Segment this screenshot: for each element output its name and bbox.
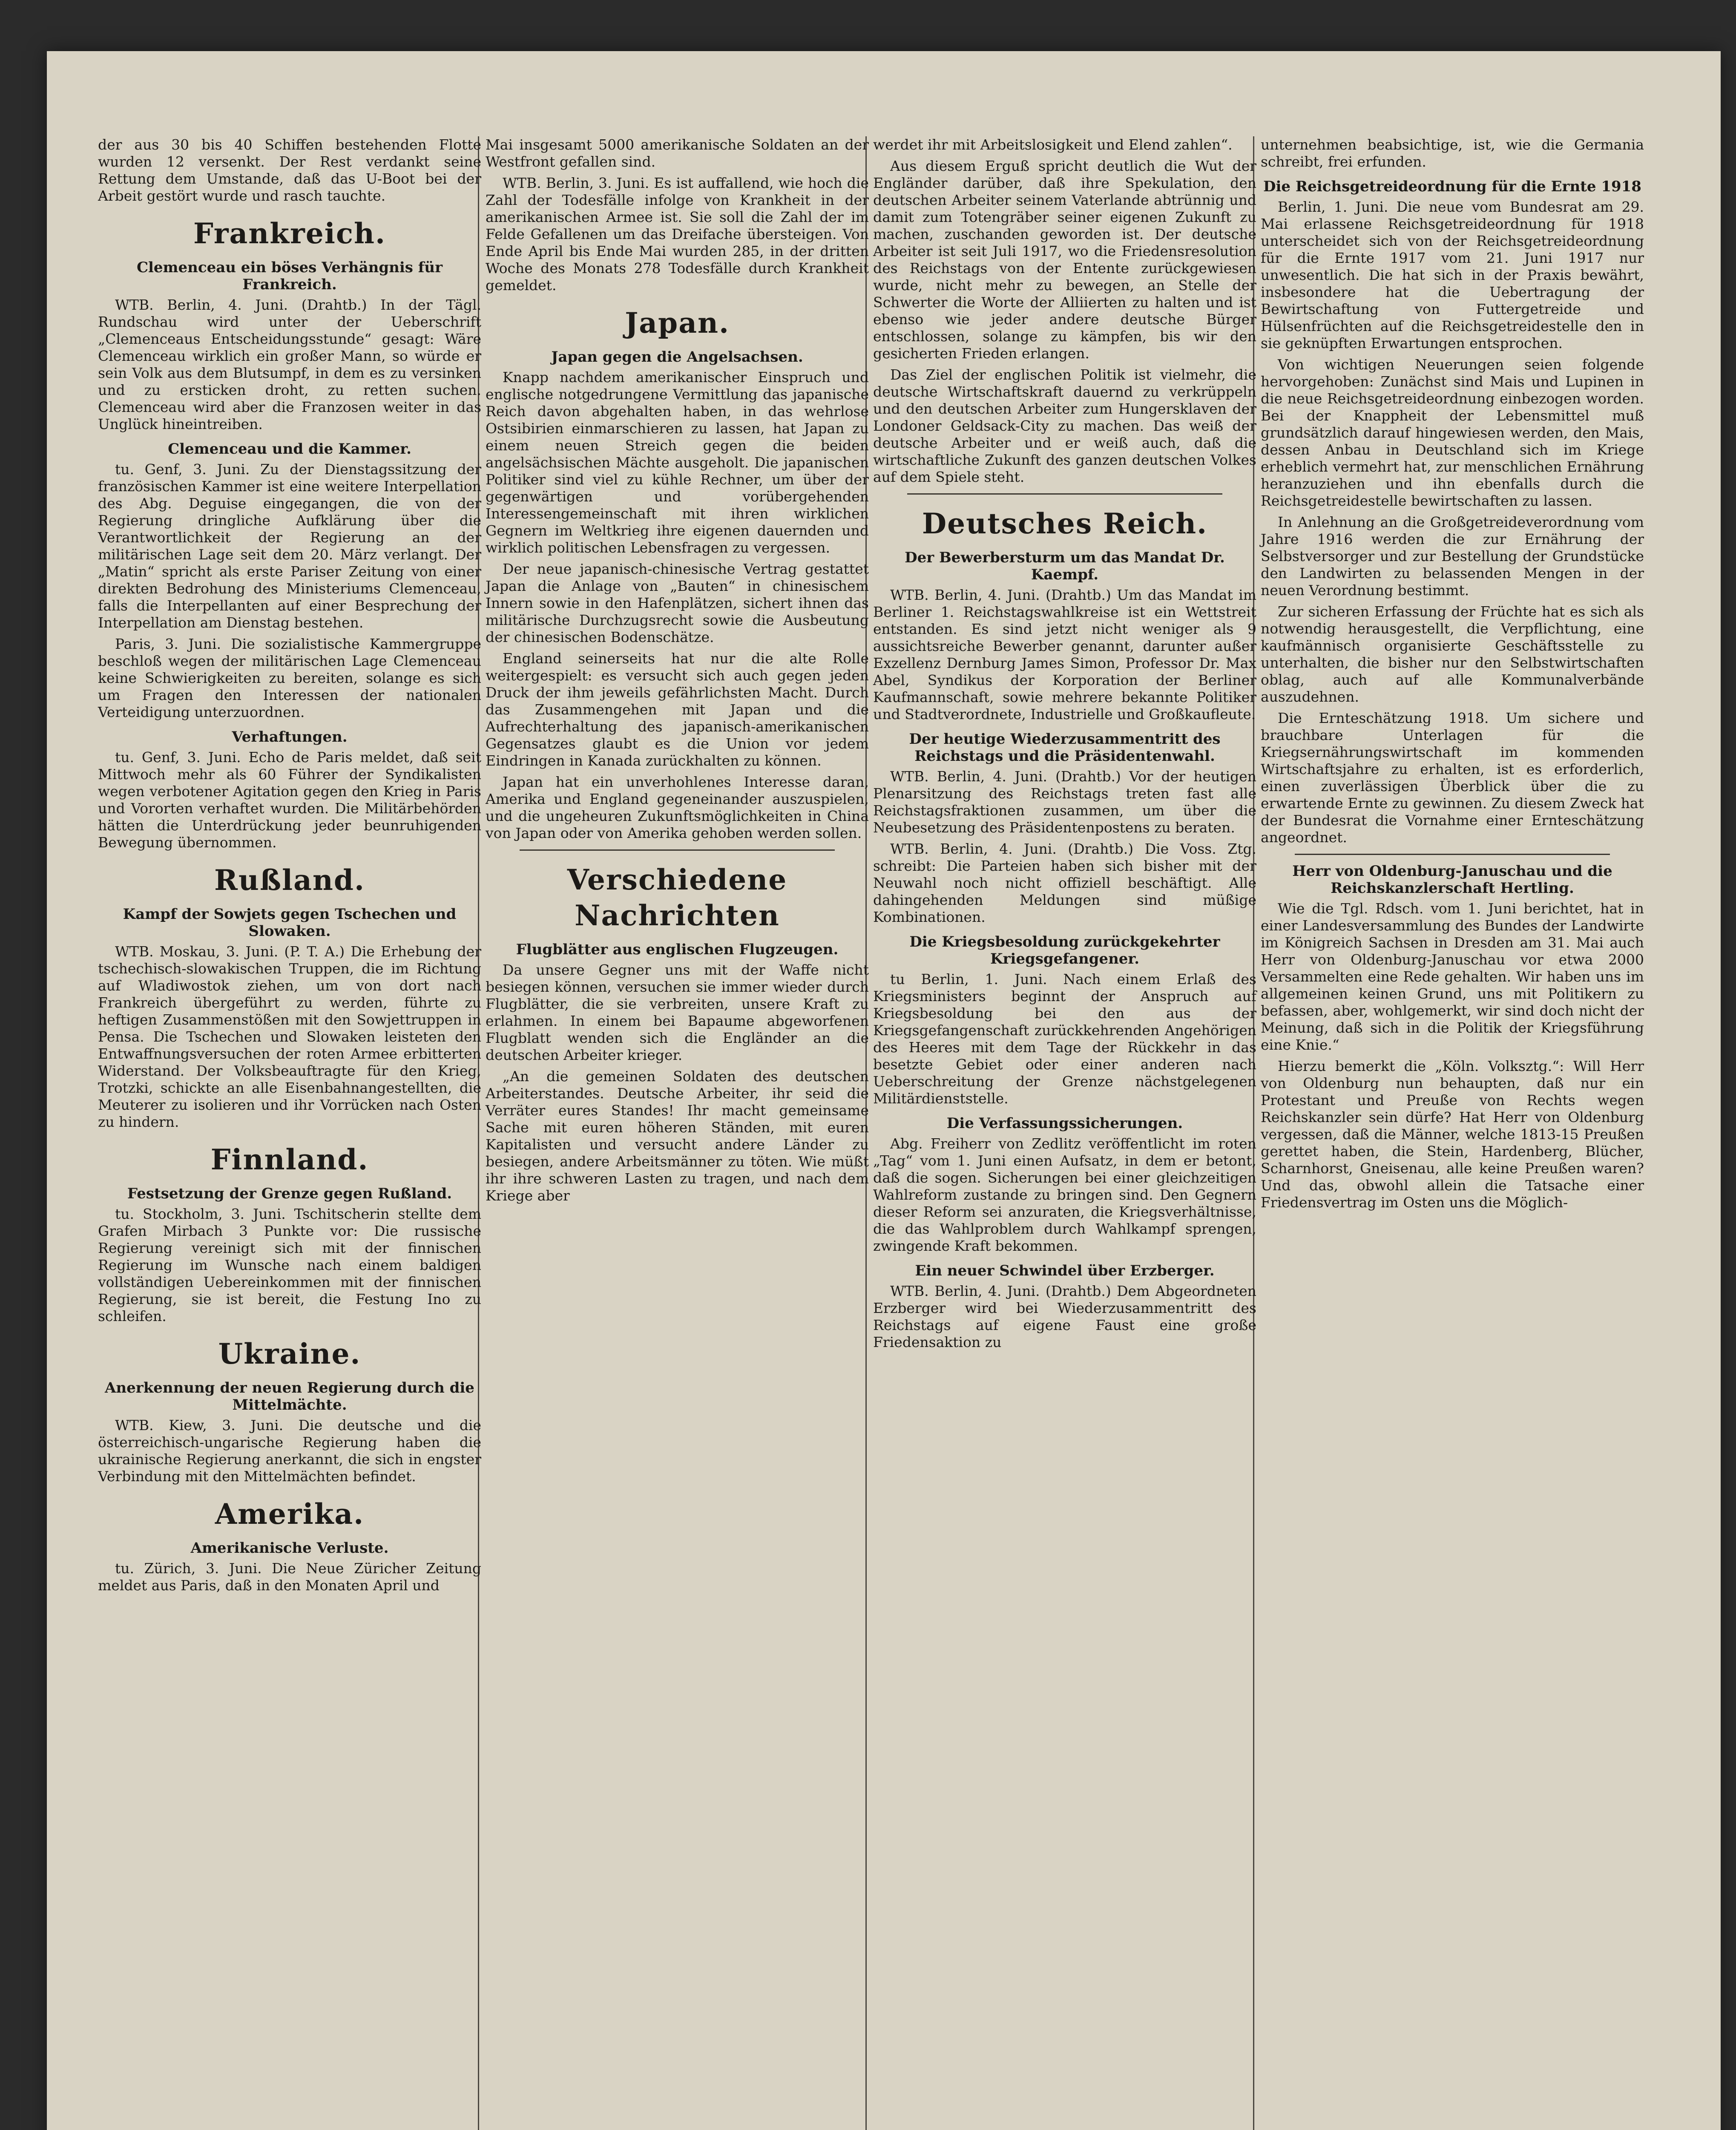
- section-heading-finnland: Finnland.: [210, 1143, 369, 1176]
- section-divider: [1295, 854, 1610, 855]
- article-text: WTB. Kiew, 3. Juni. Die deutsche und die österreichisch-ungarische Regierung haben die ukrainische Regierung anerkannt, die sich in engster Verbindung mit den Mittelmächten befindet.: [98, 1417, 481, 1485]
- article-text: England seinerseits hat nur die alte Rolle weitergespielt: es versucht sich auch gegen jeden Druck der ihm jeweils gefährlichsten Macht. Durch das Zusammengehen mit Japan und die Aufrechterhaltung des japanisch-amerikanischen Gegensatzes glaubt es die Union vor jedem Eindringen in Kanada zurückhalten zu können.: [486, 650, 869, 769]
- article-text: tu. Genf, 3. Juni. Zu der Dienstagssitzung der französischen Kammer ist eine weitere Interpellation des Abg. Deguise eingegangen, die von der Regierung dringliche Aufklärung über die Verantwortlichkeit der Regierung an der militärischen Lage seit dem 20. März verlangt. Der „Matin“ spricht als erste Pariser Zeitung von einer direkten Bedrohung des Ministeriums Clemenceau, falls die Interpellanten auf einer Besprechung der Interpellation am Dienstag bestehen.: [98, 461, 481, 631]
- article-headline: Flugblätter aus englischen Flugzeugen.: [516, 941, 839, 958]
- article-text: Paris, 3. Juni. Die sozialistische Kammergruppe beschloß wegen der militärischen Lage Clemenceau keine Schwierigkeiten zu bereiten, solange es sich um Fragen den Interessen der nationalen Verteidigung unterzuordnen.: [98, 636, 481, 720]
- article-text: tu Berlin, 1. Juni. Nach einem Erlaß des Kriegsministers beginnt der Anspruch auf Kriegsbesoldung bei den aus der Kriegsgefangenschaft zurückkehrenden Angehörigen des Heeres mit dem Tage der Rückkehr in das besetzte Gebiet oder einer anderen nach Ueberschreitung der Grenze nächstgelegenen Militärdienststelle.: [873, 971, 1256, 1107]
- article-headline: Die Verfassungssicherungen.: [946, 1115, 1183, 1132]
- article-text: WTB. Berlin, 4. Juni. (Drahtb.) Die Voss. Ztg. schreibt: Die Parteien haben sich bisher mit der Neuwahl noch nicht offiziell beschäftigt. Alle dahingehenden Meldungen sind müßige Kombinationen.: [873, 840, 1256, 925]
- section-heading-japan: Japan.: [625, 306, 730, 340]
- article-headline: Amerikanische Verluste.: [190, 1540, 389, 1557]
- column-4: [1261, 136, 1644, 1215]
- article-text: WTB. Berlin, 4. Juni. (Drahtb.) In der Tägl. Rundschau wird unter der Ueberschrift „Clemenceaus Entscheidungsstunde“ gesagt: Wäre Clemenceau wirklich ein großer Mann, so würde er sein Volk aus dem Blutsumpf, in dem es zu versinken und zu ersticken droht, zu retten suchen. Clemenceau wird aber die Franzosen weiter in das Unglück hineintreiben.: [98, 296, 481, 432]
- article-text: tu. Stockholm, 3. Juni. Tschitscherin stellte dem Grafen Mirbach 3 Punkte vor: Die russische Regierung vereinigt sich mit der finnischen Regierung im Wunsche nach einem baldigen vollständigen Uebereinkommen mit der finnischen Regierung, sie ist bereit, die Festung Ino zu schleifen.: [98, 1206, 481, 1324]
- article-headline: Kampf der Sowjets gegen Tschechen und Slowaken.: [123, 906, 457, 940]
- column-2: [486, 136, 869, 1209]
- article-text: Abg. Freiherr von Zedlitz veröffentlicht im roten „Tag“ vom 1. Juni einen Aufsatz, in dem er betont, daß die sogen. Sicherungen bei einer gleichzeitigen Wahlreform zustande zu bringen sind. Den Gegnern dieser Reform sei anzuraten, die Kriegsverhältnisse, die das Wahlproblem durch Wahlkampf sprengen, zwingende Kraft bekommen.: [873, 1135, 1256, 1254]
- article-headline: Der Bewerbersturm um das Mandat Dr. Kaempf.: [905, 549, 1225, 583]
- article-text: In Anlehnung an die Großgetreideverordnung vom Jahre 1916 werden die zur Ernährung der Selbstversorger und zur Bestellung der Grundstücke den Landwirten zu belassenden Mengen in der neuen Verordnung bestimmt.: [1261, 514, 1644, 599]
- section-heading-ukraine: Ukraine.: [218, 1337, 361, 1370]
- section-heading-russland: Rußland.: [214, 864, 365, 897]
- article-headline: Ein neuer Schwindel über Erzberger.: [915, 1262, 1215, 1279]
- newspaper-page: [47, 51, 1721, 2130]
- article-text: Der neue japanisch-chinesische Vertrag gestattet Japan die Anlage von „Bauten“ in chinesischem Innern sowie in den Hafenplätzen, sichert ihnen das militärische Durchzugsrecht sowie die Ausbeutung der chinesischen Bodenschätze.: [486, 561, 869, 645]
- article-text: Knapp nachdem amerikanischer Einspruch und englische notgedrungene Vermittlung das japanische Reich davon abgehalten haben, in das wehrlose Ostsibirien einmarschieren zu lassen, hat Japan zu einem neuen Streich gegen die beiden angelsächsischen Mächte ausgeholt. Die japanischen Politiker sind viel zu kühle Rechner, um über der gegenwärtigen und vorübergehenden Interessengemeinschaft mit ihren wirklichen Gegnern im Weltkrieg ihre eigenen dauernden und wirklich politischen Lebensfragen zu vergessen.: [486, 369, 869, 556]
- article-text: Aus diesem Erguß spricht deutlich die Wut der Engländer darüber, daß ihre Spekulation, den deutschen Arbeiter seinem Vaterlande abtrünnig und damit zum Totengräber seiner eigenen Zukunft zu machen, zuschanden geworden ist. Der deutsche Arbeiter ist seit Juli 1917, wo die Friedensresolution des Reichstags von der Entente zurückgewiesen wurde, nicht mehr zu bewegen, an Stelle der Schwerter die Worte der Alliierten zu halten und ist ebenso wie jeder andere deutsche Bürger entschlossen, solange zu kämpfen, bis wir den gesicherten Frieden erlangen.: [873, 158, 1256, 362]
- article-text: WTB. Berlin, 3. Juni. Es ist auffallend, wie hoch die Zahl der Todesfälle infolge von Krankheit in der amerikanischen Armee ist. Sie soll die Zahl der im Felde Gefallenen um das Dreifache übersteigen. Von Ende April bis Ende Mai wurden 285, in der dritten Woche des Monats 278 Todesfälle durch Krankheit gemeldet.: [486, 175, 869, 294]
- article-text: werdet ihr mit Arbeitslosigkeit und Elend zahlen“.: [873, 136, 1233, 153]
- article-headline: Der heutige Wiederzusammentritt des Reichstags und die Präsidentenwahl.: [909, 731, 1221, 765]
- article-text: tu. Genf, 3. Juni. Echo de Paris meldet, daß seit Mittwoch mehr als 60 Führer der Syndikalisten wegen verbotener Agitation gegen den Krieg in Paris und Vororten verhaftet wurden. Die Militärbehörden hätten die Unterdrückung jeder beunruhigenden Bewegung übernommen.: [98, 749, 481, 851]
- article-headline: Die Reichsgetreideordnung für die Ernte 1918: [1263, 178, 1641, 195]
- article-text: Zur sicheren Erfassung der Früchte hat es sich als notwendig herausgestellt, die Verpflichtung, eine kaufmännisch organisierte Geschäftsstelle zu unterhalten, die bisher nur den Selbstwirtschaften oblag, auch auf alle Kommunalverbände auszudehnen.: [1261, 603, 1644, 705]
- article-text: Wie die Tgl. Rdsch. vom 1. Juni berichtet, hat in einer Landesversammlung des Bundes der Landwirte im Königreich Sachsen in Dresden am 31. Mai auch Herr von Oldenburg-Januschau vor etwa 2000 Versammelten eine Rede gehalten. Wir haben uns im allgemeinen keinen Grund, uns mit Politikern zu befassen, aber, wohlgemerkt, wir sind doch nicht der Meinung, daß sich in die Politik der Kriegsführung eine Knie.“: [1261, 900, 1644, 1053]
- article-text: Hierzu bemerkt die „Köln. Volksztg.“: Will Herr von Oldenburg nun behaupten, daß nur ein Protestant und Preuße von Rechts wegen Reichskanzler sein dürfe? Hat Herr von Oldenburg vergessen, daß die Männer, welche 1813-15 Preußen gerettet haben, die Stein, Hardenberg, Blücher, Scharnhorst, Gneisenau, alle keine Preußen waren? Und das, obwohl allein die Tatsache einer Friedensvertrag im Osten uns die Möglich-: [1261, 1058, 1644, 1211]
- article-text: Berlin, 1. Juni. Die neue vom Bundesrat am 29. Mai erlassene Reichsgetreideordnung für 1918 unterscheidet sich von der Reichsgetreideordnung für die Ernte 1917 vom 21. Juni 1917 nur unwesentlich. Die hat sich in der Praxis bewährt, insbesondere hat die Uebertragung der Bewirtschaftung von Futtergetreide und Hülsenfrüchten auf die Reichsgetreidestelle den in sie geknüpften Erwartungen entsprochen.: [1261, 199, 1644, 351]
- article-headline: Clemenceau und die Kammer.: [168, 440, 411, 458]
- article-text: Mai insgesamt 5000 amerikanische Soldaten an der Westfront gefallen sind.: [486, 136, 869, 170]
- section-heading-amerika: Amerika.: [215, 1497, 365, 1531]
- article-text: Die Ernteschätzung 1918. Um sichere und brauchbare Unterlagen für die Kriegsernährungswirtschaft im kommenden Wirtschaftsjahre zu erhalten, ist es erforderlich, einen zuverlässigen Überblick über die zu erwartende Ernte zu gewinnen. Zu diesem Zweck hat der Bundesrat die Vornahme einer Ernteschätzung angeordnet.: [1261, 710, 1644, 846]
- article-headline: Festsetzung der Grenze gegen Rußland.: [127, 1185, 452, 1202]
- article-headline: Japan gegen die Angelsachsen.: [551, 348, 803, 366]
- article-text: „An die gemeinen Soldaten des deutschen Arbeiterstandes. Deutsche Arbeiter, ihr seid die Verräter eures Standes! Ihr macht gemeinsame Sache mit euren höheren Ständen, mit euren Kapitalisten und versucht andere Länder zu besiegen, andere Arbeitsmänner zu töten. Wie müßt ihr ihre schweren Lasten zu tragen, und nach dem Kriege aber: [486, 1068, 869, 1204]
- article-text: WTB. Berlin, 4. Juni. (Drahtb.) Um das Mandat im Berliner 1. Reichstagswahlkreise ist ein Wettstreit entstanden. Es sind jetzt nicht weniger als 9 aussichtsreiche Bewerber genannt, darunter außer Exzellenz Dernburg James Simon, Professor Dr. Max Abel, Syndikus der Korporation der Berliner Kaufmannschaft, sowie mehrere bekannte Politiker und Stadtverordnete, Industrielle und Großkaufleute.: [873, 587, 1256, 722]
- section-divider: [907, 493, 1222, 495]
- section-heading-deutsches-reich: Deutsches Reich.: [922, 507, 1208, 540]
- column-1: [98, 136, 481, 1598]
- article-headline: Die Kriegsbesoldung zurückgekehrter Kriegsgefangener.: [909, 933, 1220, 967]
- article-text: Japan hat ein unverhohlenes Interesse daran, Amerika und England gegeneinander auszuspielen, und die ungeheuren Zukunftsmöglichkeiten in China von Japan oder von Amerika gehoben werden sollen.: [486, 774, 869, 841]
- article-text: WTB. Moskau, 3. Juni. (P. T. A.) Die Erhebung der tschechisch-slowakischen Truppen, die im Richtung auf Wladiwostok ziehen, um von dort nach Frankreich übergeführt zu werden, führte zu heftigen Zusammenstößen mit den Sowjettruppen in Pensa. Die Tschechen und Slowaken leisteten den Entwaffnungsversuchen der roten Armee erbitterten Widerstand. Der Volksbeauftragte für den Krieg, Trotzki, schickte an alle Eisenbahnangestellten, die Meuterer zu isolieren und ihr Vorrücken nach Osten zu hindern.: [98, 943, 481, 1130]
- article-headline: Verhaftungen.: [232, 728, 348, 746]
- section-heading-frankreich: Frankreich.: [193, 217, 386, 250]
- article-text: unternehmen beabsichtige, ist, wie die Germania schreibt, frei erfunden.: [1261, 136, 1644, 170]
- column-3: [873, 136, 1256, 1355]
- article-text: WTB. Berlin, 4. Juni. (Drahtb.) Vor der heutigen Plenarsitzung des Reichstags treten fast alle Reichstagsfraktionen zusammen, um über die Neubesetzung des Präsidentenpostens zu beraten.: [873, 768, 1256, 836]
- article-text: Da unsere Gegner uns mit der Waffe nicht besiegen können, versuchen sie immer wieder durch Flugblätter, die sie verbreiten, unsere Kraft zu erlahmen. In einem bei Bapaume abgeworfenen Flugblatt wenden sich die Engländer an die deutschen Arbeiter krieger.: [486, 961, 869, 1063]
- article-text: Das Ziel der englischen Politik ist vielmehr, die deutsche Wirtschaftskraft dauernd zu verkrüppeln und den deutschen Arbeiter zum Hungersklaven der Londoner Geldsack-City zu machen. Das weiß der deutsche Arbeiter und er weiß auch, daß die wirtschaftliche Zukunft des ganzen deutschen Volkes auf dem Spiele steht.: [873, 366, 1256, 485]
- article-text: WTB. Berlin, 4. Juni. (Drahtb.) Dem Abgeordneten Erzberger wird bei Wiederzusammentritt des Reichstags auf eigene Faust eine große Friedensaktion zu: [873, 1283, 1256, 1350]
- article-headline: Clemenceau ein böses Verhängnis für Frankreich.: [136, 259, 443, 293]
- article-headline: Anerkennung der neuen Regierung durch die Mittelmächte.: [105, 1379, 474, 1413]
- section-heading-nachrichten: Verschiedene Nachrichten: [567, 863, 788, 932]
- article-text: der aus 30 bis 40 Schiffen bestehenden Flotte wurden 12 versenkt. Der Rest verdankt seine Rettung dem Umstande, daß das U-Boot bei der Arbeit gestört wurde und rasch tauchte.: [98, 136, 481, 204]
- article-headline: Herr von Oldenburg-Januschau und die Reichskanzlerschaft Hertling.: [1292, 863, 1612, 897]
- section-divider: [520, 849, 835, 851]
- article-text: tu. Zürich, 3. Juni. Die Neue Züricher Zeitung meldet aus Paris, daß in den Monaten April und: [98, 1560, 481, 1594]
- article-text: Von wichtigen Neuerungen seien folgende hervorgehoben: Zunächst sind Mais und Lupinen in die neue Reichsgetreideordnung einbezogen worden. Bei der Knappheit der Lebensmittel muß grundsätzlich darauf hingewiesen werden, den Mais, dessen Anbau in Deutschland sich im Kriege erheblich vermehrt hat, zur menschlichen Ernährung heranzuziehen und ihn ebenfalls durch die Reichsgetreidestelle bewirtschaften zu lassen.: [1261, 356, 1644, 509]
